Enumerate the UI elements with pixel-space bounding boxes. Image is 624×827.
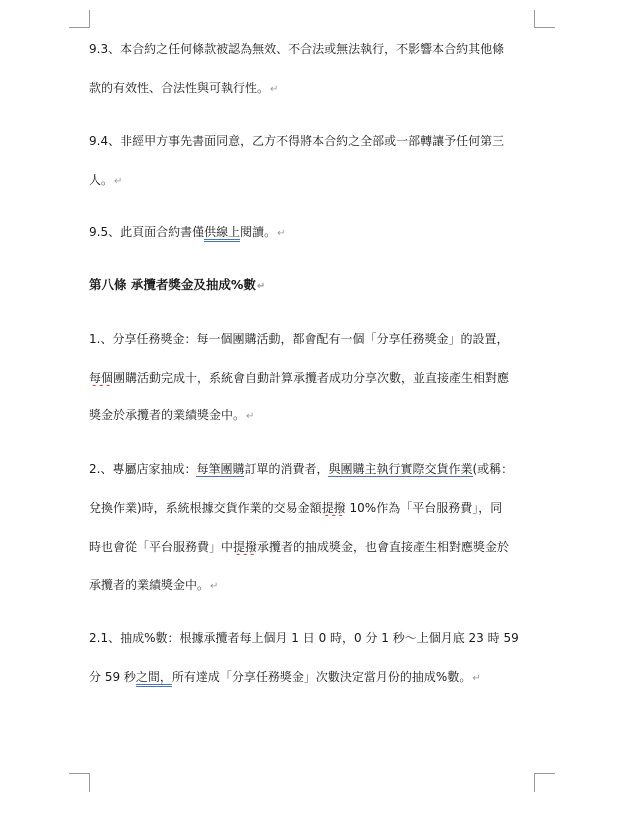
text-run: 2.1、抽成%數：根據承攬者每上個月 1 日 0 時，0 分 1 秒～上個月底 23 時 59 <box>89 631 519 645</box>
grammar-flag: 供線上 <box>204 225 240 242</box>
text-line[interactable] <box>89 577 535 595</box>
text-run: 所有達成「分享任務獎金」次數決定當月份的抽成%數。 <box>171 670 472 684</box>
section-heading[interactable] <box>89 277 535 295</box>
text-line[interactable] <box>89 370 535 386</box>
text-run: 訂單的消費者， <box>244 462 329 476</box>
paragraph-mark: ↵ <box>277 228 286 239</box>
margin-corner-top-right <box>534 10 555 28</box>
text-line[interactable] <box>89 133 535 149</box>
text-run: 1.、分享任務獎金：每一個團購活動，都會配有一個「分享任務獎金」的設置， <box>89 332 509 346</box>
text-run: 9.3、本合約之任何條款被認為無效、不合法或無法執行，不影響本合約其他條 <box>89 42 505 56</box>
text-line[interactable] <box>89 331 535 347</box>
text-line[interactable] <box>89 669 535 687</box>
text-run: 承攬者的業績獎金中。 <box>89 578 210 592</box>
text-line[interactable] <box>89 407 535 425</box>
text-line[interactable] <box>89 630 535 646</box>
text-run: 人。 <box>89 173 114 187</box>
text-run: 9.4、非經甲方事先書面同意，乙方不得將本合約之全部或一部轉讓予任何第三 <box>89 134 505 148</box>
text-run: 10%作為「平台服務費」，同 <box>345 501 503 515</box>
margin-corner-bottom-right <box>534 773 555 792</box>
spelling-flag: 提撥 <box>233 540 258 554</box>
text-line[interactable] <box>89 539 535 555</box>
paragraph-mark: ↵ <box>472 673 481 684</box>
text-line[interactable] <box>89 172 535 190</box>
spelling-flag: 每個 <box>89 371 114 385</box>
grammar-flag: 之間， <box>136 670 172 687</box>
text-run: 兌換作業)時，系統根據交貨作業的交易金額 <box>89 501 322 515</box>
text-run: (或稱： <box>472 462 514 476</box>
text-run: 時也會從「平台服務費」中 <box>89 540 234 554</box>
text-run: 分 59 秒 <box>89 670 136 684</box>
text-run: 2.、專屬店家抽成： <box>89 462 197 476</box>
text-line[interactable] <box>89 500 535 516</box>
text-run: 9.5、此頁面合約書僅 <box>89 225 205 239</box>
text-line[interactable] <box>89 41 535 57</box>
text-run: 獎金於承攬者的業績獎金中。 <box>89 408 246 422</box>
heading-text: 第八條 承攬者獎金及抽成%數 <box>89 277 256 292</box>
text-run: 團購活動完成十，系統會自動計算承攬者成功分享次數，並直接產生相對應 <box>113 371 510 385</box>
paragraph-mark: ↵ <box>246 411 255 422</box>
grammar-flag: 與團購主執行實際交貨作業 <box>328 462 472 477</box>
margin-corner-bottom-left <box>69 773 90 792</box>
grammar-flag: 每筆團購 <box>196 462 244 477</box>
spelling-flag: 提撥 <box>321 501 346 515</box>
paragraph-mark: ↵ <box>114 176 123 187</box>
paragraph-mark: ↵ <box>270 84 279 95</box>
paragraph-mark: ↵ <box>256 281 266 292</box>
text-run: 款的有效性、合法性與可執行性。 <box>89 81 270 95</box>
paragraph-mark: ↵ <box>210 581 219 592</box>
text-line[interactable] <box>89 461 535 477</box>
margin-corner-top-left <box>69 10 90 28</box>
text-run: 閱讀。 <box>240 225 277 239</box>
text-line[interactable] <box>89 80 535 98</box>
text-run: 承攬者的抽成獎金，也會直接產生相對應獎金於 <box>257 540 510 554</box>
text-line[interactable] <box>89 224 535 242</box>
